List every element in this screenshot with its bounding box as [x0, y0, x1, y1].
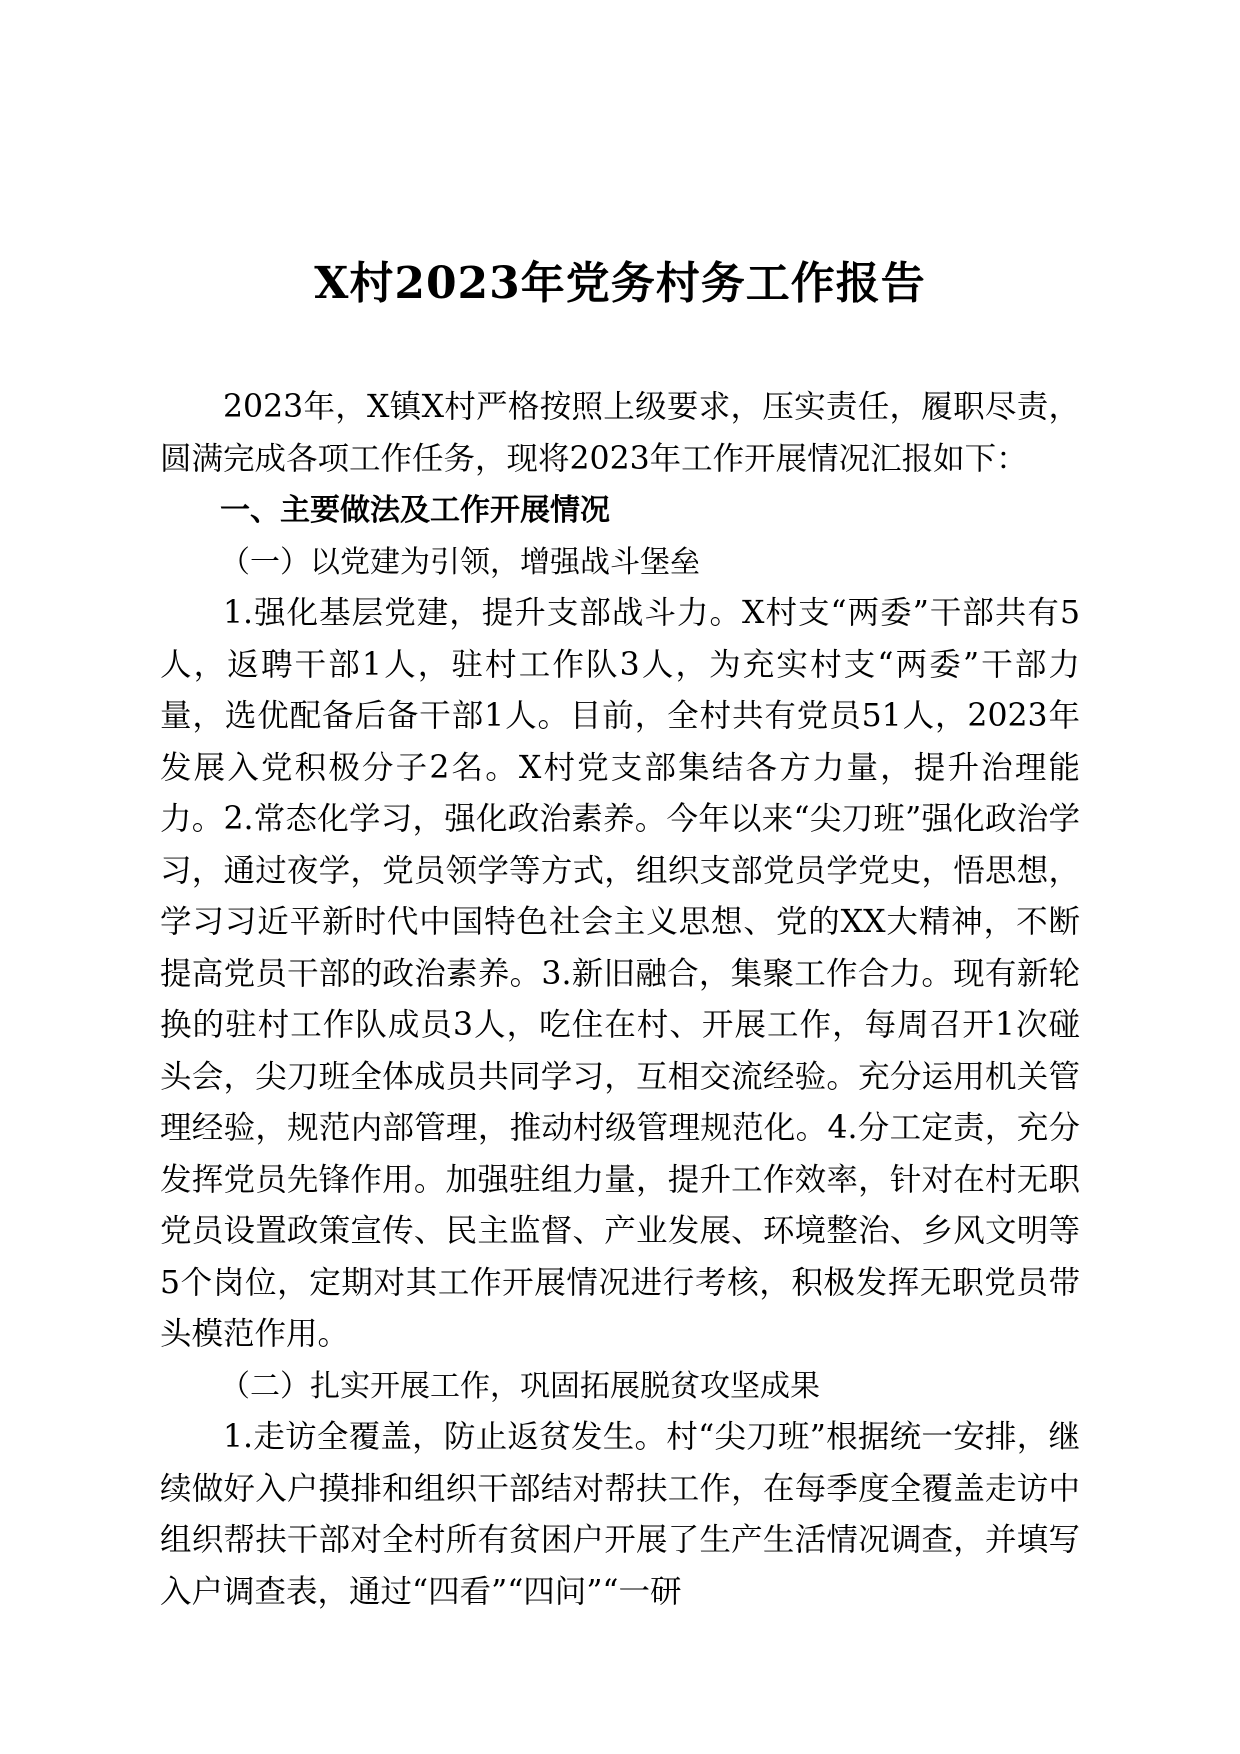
section-heading-1: 一、主要做法及工作开展情况 [220, 493, 610, 528]
document-page [160, 0, 1080, 1754]
document-title: X村2023年党务村务工作报告 [314, 258, 926, 309]
subsection-heading-2: （二）扎实开展工作，巩固拓展脱贫攻坚成果 [220, 1368, 820, 1404]
body-paragraph: 1.强化基层党建，提升支部战斗力。X村支“两委”干部共有5人，返聘干部1人，驻村工作队3人，为充实村支“两委”干部力量，选优配备后备干部1人。目前，全村共有党员51人，2023年发展入党积极分子2名。X村党支部集结各方力量，提升治理能力。2.常态化学习，强化政治素养。今年以来“尖刀班”强化政治学习，通过夜学，党员领学等方式，组织支部党员学党史，悟思想，学习习近平新时代中国特色社会主义思想、党的XX大精神，不断提高党员干部的政治素养。3.新旧融合，集聚工作合力。现有新轮换的驻村工作队成员3人，吃住在村、开展工作，每周召开1次碰头会，尖刀班全体成员共同学习，互相交流经验。充分运用机关管理经验，规范内部管理，推动村级管理规范化。4.分工定责，充分发挥党员先锋作用。加强驻组力量，提升工作效率，针对在村无职党员设置政策宣传、民主监督、产业发展、环境整治、乡风文明等5个岗位，定期对其工作开展情况进行考核，积极发挥无职党员带头模范作用。 [160, 595, 1080, 1352]
subsection-heading-1: （一）以党建为引领，增强战斗堡垒 [220, 544, 700, 580]
document-body [160, 382, 1080, 1618]
intro-paragraph: 2023年，X镇X村严格按照上级要求，压实责任，履职尽责，圆满完成各项工作任务，现将2023年工作开展情况汇报如下： [160, 389, 1080, 477]
body-paragraph: 1.走访全覆盖，防止返贫发生。村“尖刀班”根据统一安排，继续做好入户摸排和组织干部结对帮扶工作，在每季度全覆盖走访中组织帮扶干部对全村所有贫困户开展了生产生活情况调查，并填写入户调查表，通过“四看”“四问”“一研 [160, 1419, 1080, 1610]
